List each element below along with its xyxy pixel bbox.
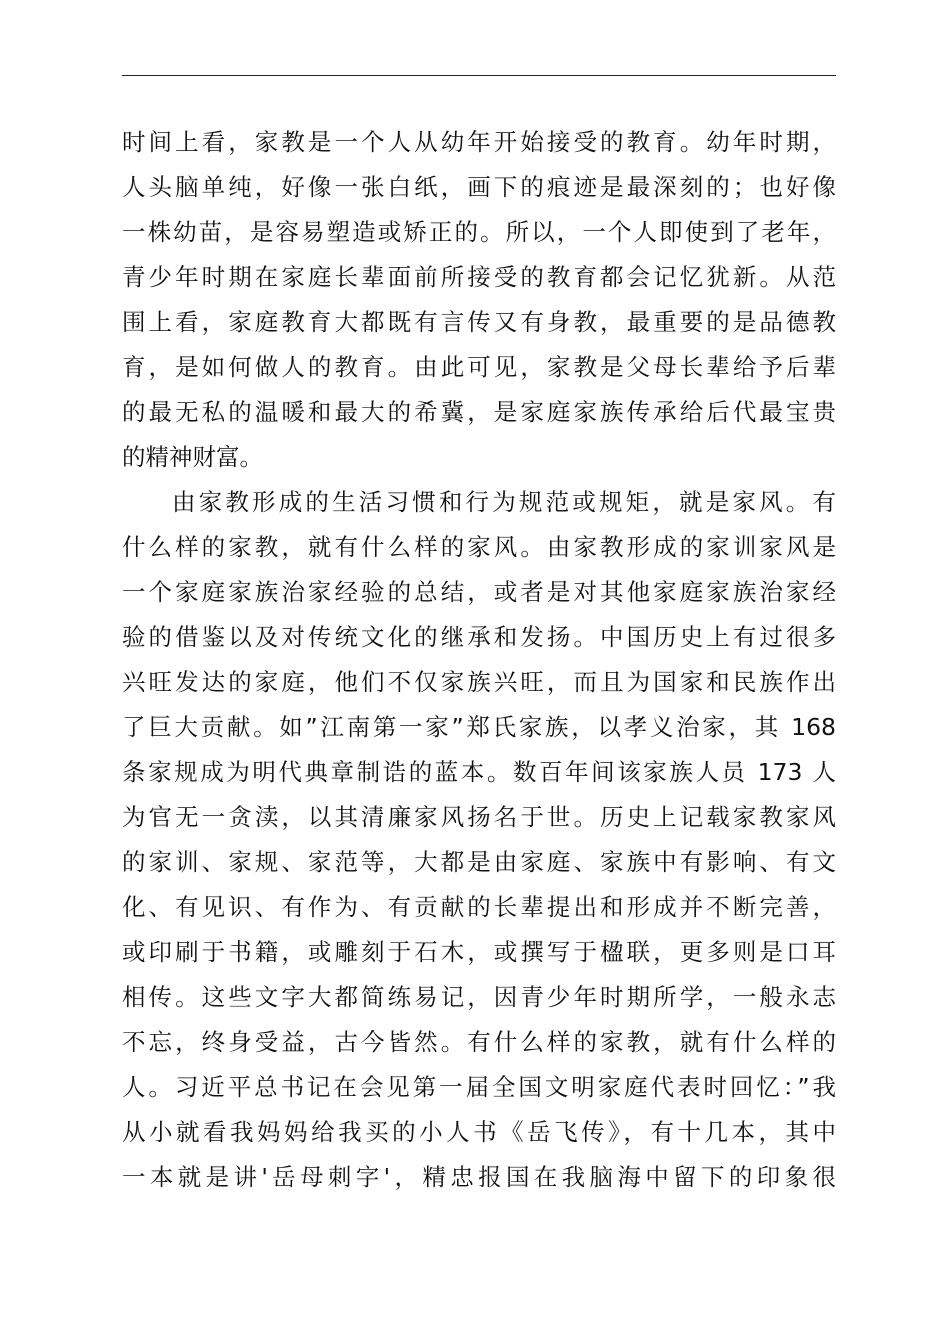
text-line: 由家教形成的生活习惯和行为规范或规矩，就是家风。有 — [172, 488, 836, 516]
text-line: 人头脑单纯，好像一张白纸，画下的痕迹是最深刻的；也好像 — [122, 173, 836, 201]
text-line: 一本就是讲'岳母刺字'，精忠报国在我脑海中留下的印象很 — [122, 1163, 836, 1191]
text-line: 青少年时期在家庭长辈面前所接受的教育都会记忆犹新。从范 — [122, 263, 836, 291]
text-line: 或印刷于书籍，或雕刻于石木，或撰写于楹联，更多则是口耳 — [122, 938, 836, 966]
text-line: 的最无私的温暖和最大的希冀，是家庭家族传承给后代最宝贵 — [122, 398, 836, 426]
text-line: 验的借鉴以及对传统文化的继承和发扬。中国历史上有过很多 — [122, 623, 836, 651]
text-line: 育，是如何做人的教育。由此可见，家教是父母长辈给予后辈 — [122, 353, 836, 381]
text-line: 围上看，家庭教育大都既有言传又有身教，最重要的是品德教 — [122, 308, 836, 336]
text-line: 人。习近平总书记在会见第一届全国文明家庭代表时回忆：”我 — [122, 1073, 836, 1101]
paragraph-2 — [122, 480, 836, 1200]
text-line: 了巨大贡献。如”江南第一家”郑氏家族，以孝义治家，其 168 — [122, 713, 836, 741]
text-line: 条家规成为明代典章制诰的蓝本。数百年间该家族人员 173 人 — [122, 758, 836, 786]
text-line: 时间上看，家教是一个人从幼年开始接受的教育。幼年时期， — [122, 128, 836, 156]
text-line: 从小就看我妈妈给我买的小人书《岳飞传》，有十几本，其中 — [122, 1118, 836, 1146]
text-line: 不忘，终身受益，古今皆然。有什么样的家教，就有什么样的 — [122, 1028, 836, 1056]
text-line: 兴旺发达的家庭，他们不仅家族兴旺，而且为国家和民族作出 — [122, 668, 836, 696]
text-line: 的家训、家规、家范等，大都是由家庭、家族中有影响、有文 — [122, 848, 836, 876]
paragraph-1 — [122, 120, 836, 480]
header-rule — [122, 75, 836, 76]
text-line: 一个家庭家族治家经验的总结，或者是对其他家庭家族治家经 — [122, 578, 836, 606]
text-line: 化、有见识、有作为、有贡献的长辈提出和形成并不断完善， — [122, 893, 836, 921]
page-body — [122, 120, 836, 1200]
text-line: 的精神财富。 — [122, 443, 263, 471]
text-line: 为官无一贪渎，以其清廉家风扬名于世。历史上记载家教家风 — [122, 803, 836, 831]
text-line: 一株幼苗，是容易塑造或矫正的。所以，一个人即使到了老年， — [122, 218, 836, 246]
text-line: 相传。这些文字大都简练易记，因青少年时期所学，一般永志 — [122, 983, 836, 1011]
text-line: 什么样的家教，就有什么样的家风。由家教形成的家训家风是 — [122, 533, 836, 561]
